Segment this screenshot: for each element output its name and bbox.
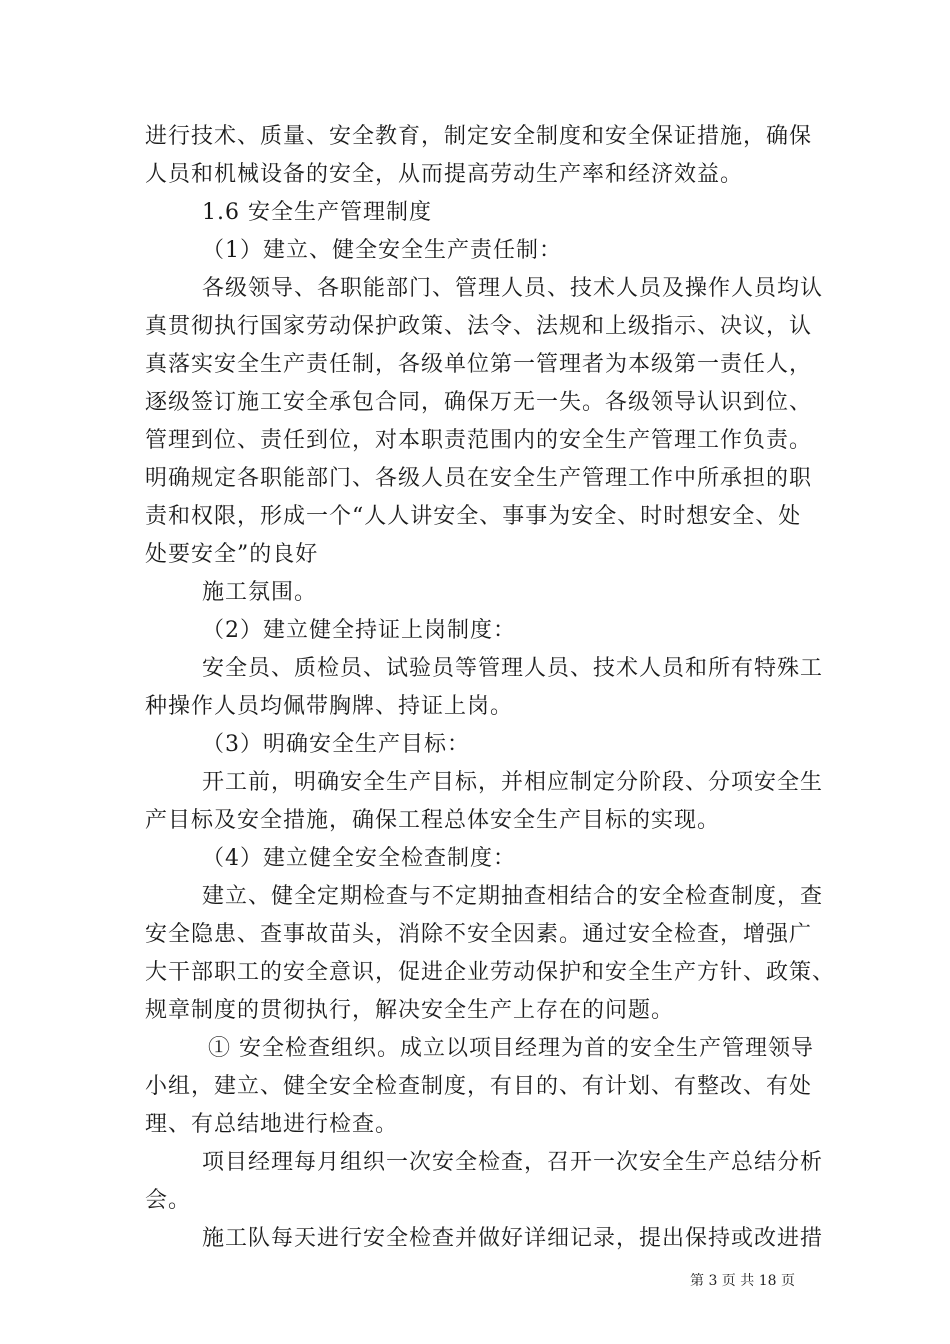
body-text-line: 建立、健全定期检查与不定期抽查相结合的安全检查制度，查 (202, 884, 824, 909)
subsection-heading: （4）建立健全安全检查制度： (202, 846, 516, 871)
body-text-line: 理、有总结地进行检查。 (145, 1112, 399, 1137)
body-text-line: 明确规定各职能部门、各级人员在安全生产管理工作中所承担的职 (145, 466, 813, 491)
subsection-heading: （3）明确安全生产目标： (202, 732, 470, 757)
body-text-line: 产目标及安全措施，确保工程总体安全生产目标的实现。 (145, 808, 721, 833)
body-text-line: 种操作人员均佩带胸牌、持证上岗。 (145, 694, 514, 719)
body-text-line: 进行技术、质量、安全教育，制定安全制度和安全保证措施，确保 (145, 124, 813, 149)
subsection-heading: （2）建立健全持证上岗制度： (202, 618, 516, 643)
body-text-line: 真落实安全生产责任制，各级单位第一管理者为本级第一责任人， (145, 352, 813, 377)
body-text-line: 责和权限，形成一个“人人讲安全、事事为安全、时时想安全、处 (145, 504, 802, 529)
body-text-line: ① 安全检查组织。成立以项目经理为首的安全生产管理领导 (208, 1036, 814, 1061)
body-text-line: 项目经理每月组织一次安全检查，召开一次安全生产总结分析 (202, 1150, 824, 1175)
body-text-line: 处要安全”的良好 (145, 542, 319, 567)
body-text-line: 各级领导、各职能部门、管理人员、技术人员及操作人员均认 (202, 276, 824, 301)
body-text-line: 小组，建立、健全安全检查制度，有目的、有计划、有整改、有处 (145, 1074, 813, 1099)
body-text-line: 规章制度的贯彻执行，解决安全生产上存在的问题。 (145, 998, 675, 1023)
section-heading: 1.6 安全生产管理制度 (202, 200, 432, 225)
body-text-line: 大干部职工的安全意识，促进企业劳动保护和安全生产方针、政策、 (145, 960, 836, 985)
body-text-line: 人员和机械设备的安全，从而提高劳动生产率和经济效益。 (145, 162, 744, 187)
body-text-line: 安全员、质检员、试验员等管理人员、技术人员和所有特殊工 (202, 656, 824, 681)
page-number-footer: 第 3 页 共 18 页 (690, 1273, 795, 1289)
subsection-heading: （1）建立、健全安全生产责任制： (202, 238, 562, 263)
body-text-line: 施工队每天进行安全检查并做好详细记录，提出保持或改进措 (202, 1226, 824, 1251)
body-text-line: 施工氛围。 (202, 580, 318, 605)
body-text-line: 开工前，明确安全生产目标，并相应制定分阶段、分项安全生 (202, 770, 824, 795)
body-text-line: 会。 (145, 1188, 192, 1213)
body-text-line: 管理到位、责任到位，对本职责范围内的安全生产管理工作负责。 (145, 428, 813, 453)
body-text-line: 安全隐患、查事故苗头，消除不安全因素。通过安全检查，增强广 (145, 922, 813, 947)
body-text-line: 真贯彻执行国家劳动保护政策、法令、法规和上级指示、决议，认 (145, 314, 813, 339)
body-text-line: 逐级签订施工安全承包合同，确保万无一失。各级领导认识到位、 (145, 390, 813, 415)
